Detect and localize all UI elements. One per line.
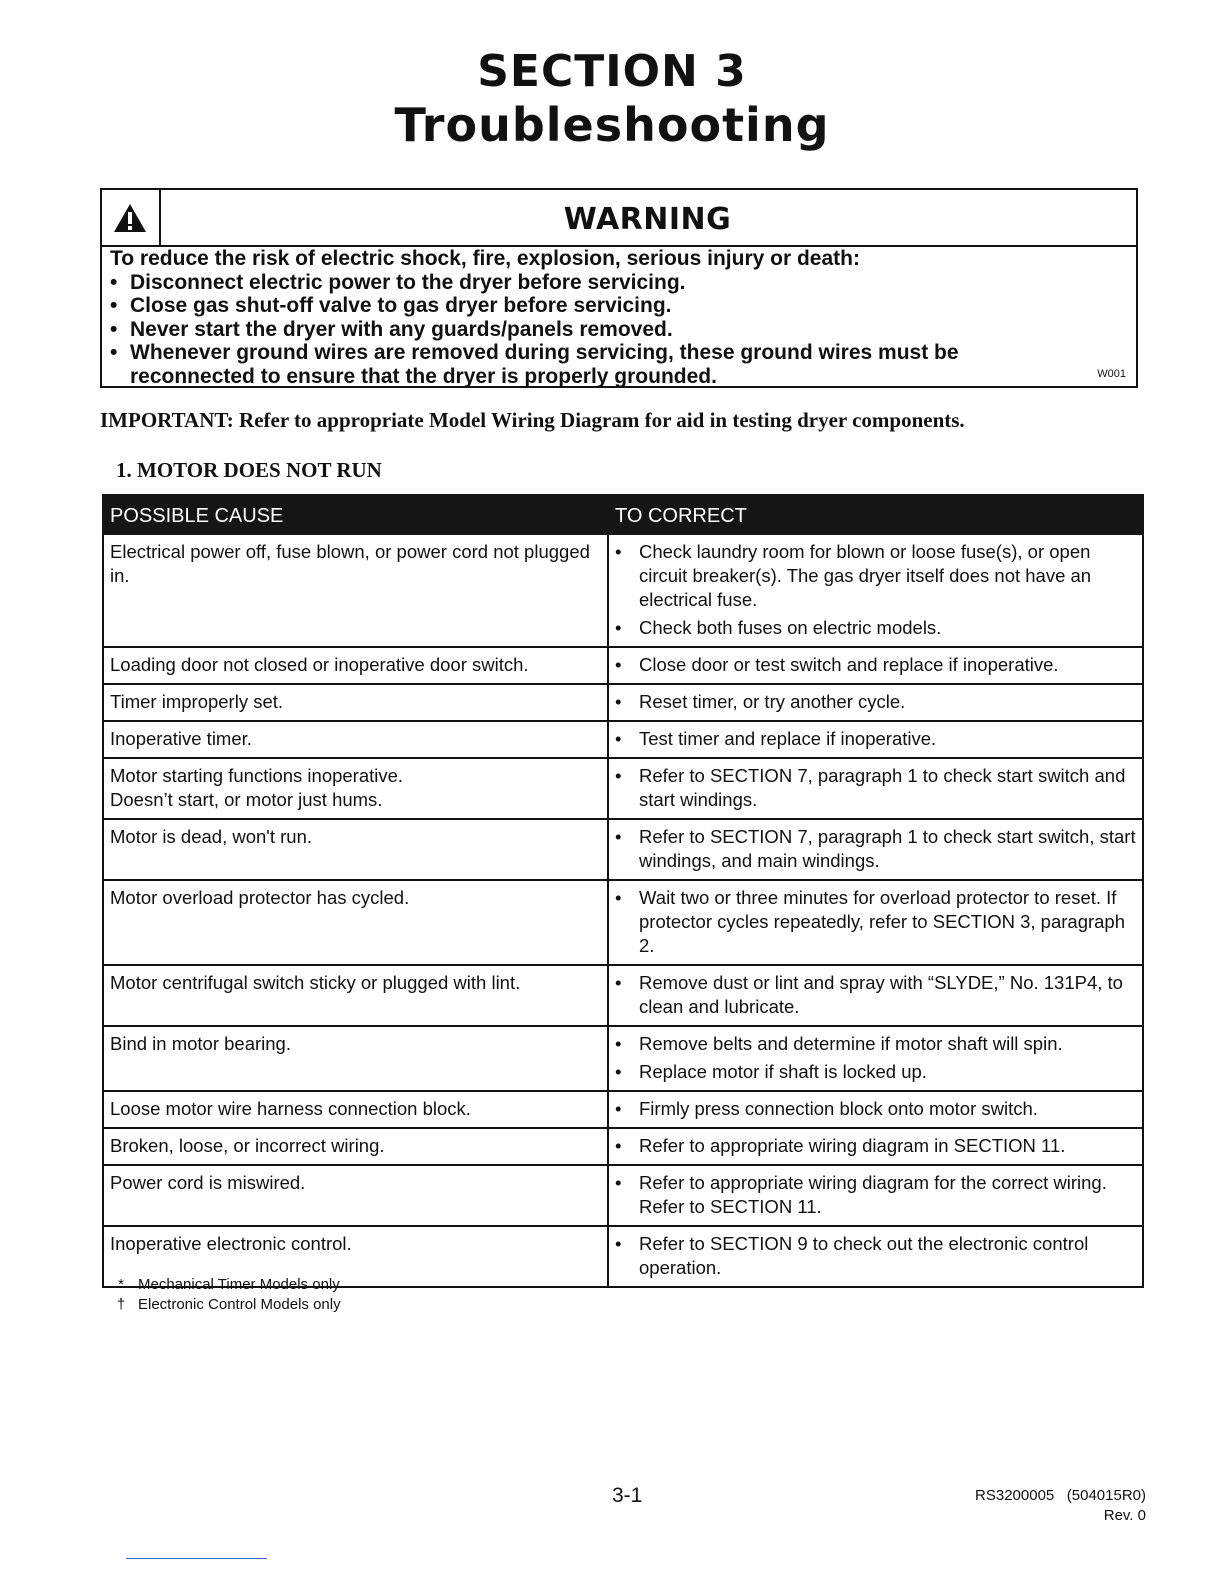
correction-cell (608, 721, 1143, 758)
correction-item: • Firmly press connection block onto motor switch. (615, 1098, 1038, 1119)
table-row (103, 1091, 1143, 1128)
doc-number: RS3200005 (504015R0) (975, 1487, 1146, 1504)
page-number: 3-1 (612, 1484, 643, 1507)
cause-cell: Motor starting functions inoperative. Doesn’t start, or motor just hums. (103, 758, 608, 819)
table-row (103, 534, 1143, 647)
cause-cell: Motor is dead, won't run. (103, 819, 608, 880)
cause-cell: Motor centrifugal switch sticky or plugged with lint. (103, 965, 608, 1026)
table-row (103, 1026, 1143, 1091)
correction-item: • Wait two or three minutes for overload protector to reset. If protector cycles repeatedly, refer to SECTION 3, paragraph 2. (615, 887, 1126, 956)
section-number: SECTION 3 (477, 46, 747, 97)
table-header-row (103, 495, 1143, 534)
footnote-mechanical: * Mechanical Timer Models only (118, 1276, 340, 1293)
correction-item: • Replace motor if shaft is locked up. (615, 1061, 927, 1082)
correction-cell (608, 965, 1143, 1026)
correction-cell (608, 758, 1143, 819)
correction-cell (608, 1165, 1143, 1226)
warning-code: W001 (1097, 368, 1126, 380)
cause-cell: Bind in motor bearing. (103, 1026, 608, 1091)
correction-cell (608, 534, 1143, 647)
document-id (975, 1486, 1146, 1526)
correction-cell (608, 1226, 1143, 1287)
decorative-line (126, 1558, 267, 1559)
correction-item: • Remove dust or lint and spray with “SLYDE,” No. 131P4, to clean and lubricate. (615, 972, 1123, 1017)
cause-cell: Loose motor wire harness connection block. (103, 1091, 608, 1128)
cause-cell: Inoperative electronic control. (103, 1226, 608, 1287)
correction-cell (608, 1128, 1143, 1165)
correction-item: • Refer to SECTION 7, paragraph 1 to check start switch and start windings. (615, 765, 1126, 810)
important-note: IMPORTANT: Refer to appropriate Model Wiring Diagram for aid in testing dryer components. (100, 408, 965, 432)
cause-cell: Loading door not closed or inoperative door switch. (103, 647, 608, 684)
table-row (103, 1128, 1143, 1165)
correction-item: • Reset timer, or try another cycle. (615, 691, 906, 712)
cause-cell: Motor overload protector has cycled. (103, 880, 608, 965)
correction-cell (608, 684, 1143, 721)
section-heading: 1. MOTOR DOES NOT RUN (116, 458, 382, 482)
correction-item: • Refer to SECTION 9 to check out the electronic control operation. (615, 1233, 1089, 1278)
warning-bullet: • Never start the dryer with any guards/panels removed. (110, 317, 673, 341)
correction-item: • Check both fuses on electric models. (615, 617, 942, 638)
warning-icon-box (102, 190, 161, 245)
warning-title: WARNING (563, 202, 732, 237)
warning-triangle-icon (112, 202, 148, 234)
warning-bullet: • Disconnect electric power to the dryer before servicing. (110, 270, 686, 294)
correction-item: • Check laundry room for blown or loose fuse(s), or open circuit breaker(s). The gas dryer itself does not have an electrical fuse. (615, 541, 1092, 610)
table-row (103, 758, 1143, 819)
correction-item: • Refer to SECTION 7, paragraph 1 to check start switch, start windings, and main windings. (615, 826, 1136, 871)
warning-bullet: • Close gas shut-off valve to gas dryer before servicing. (110, 294, 672, 317)
table-row (103, 1165, 1143, 1226)
table-row (103, 647, 1143, 684)
header-possible-cause: POSSIBLE CAUSE (103, 495, 608, 534)
troubleshooting-table (102, 494, 1144, 1288)
revision: Rev. 0 (1103, 1507, 1146, 1524)
correction-cell (608, 880, 1143, 965)
cause-cell: Timer improperly set. (103, 684, 608, 721)
table-row (103, 965, 1143, 1026)
page-title: Troubleshooting (394, 98, 830, 152)
table-row (103, 721, 1143, 758)
warning-bullet: • Whenever ground wires are removed during servicing, these ground wires must be reconnected to ensure that the dryer is properly grounded. (110, 341, 959, 388)
table-row (103, 684, 1143, 721)
correction-item: • Remove belts and determine if motor shaft will spin. (615, 1033, 1063, 1054)
correction-cell (608, 647, 1143, 684)
header-to-correct: TO CORRECT (608, 495, 1143, 534)
table-row (103, 819, 1143, 880)
cause-cell: Broken, loose, or incorrect wiring. (103, 1128, 608, 1165)
correction-item: • Test timer and replace if inoperative. (615, 728, 937, 749)
correction-cell (608, 819, 1143, 880)
correction-cell (608, 1091, 1143, 1128)
table-row (103, 880, 1143, 965)
cause-cell: Power cord is miswired. (103, 1165, 608, 1226)
correction-item: • Close door or test switch and replace if inoperative. (615, 654, 1059, 675)
correction-item: • Refer to appropriate wiring diagram in SECTION 11. (615, 1135, 1066, 1156)
warning-lead: To reduce the risk of electric shock, fire, explosion, serious injury or death: (110, 247, 860, 270)
cause-cell: Electrical power off, fuse blown, or power cord not plugged in. (103, 534, 608, 647)
warning-box (100, 188, 1138, 388)
warning-body (110, 247, 1128, 388)
warning-header (102, 190, 1136, 247)
correction-item: • Refer to appropriate wiring diagram for the correct wiring. Refer to SECTION 11. (615, 1172, 1107, 1217)
correction-cell (608, 1026, 1143, 1091)
footnote-electronic: † Electronic Control Models only (116, 1296, 341, 1313)
cause-cell: Inoperative timer. (103, 721, 608, 758)
